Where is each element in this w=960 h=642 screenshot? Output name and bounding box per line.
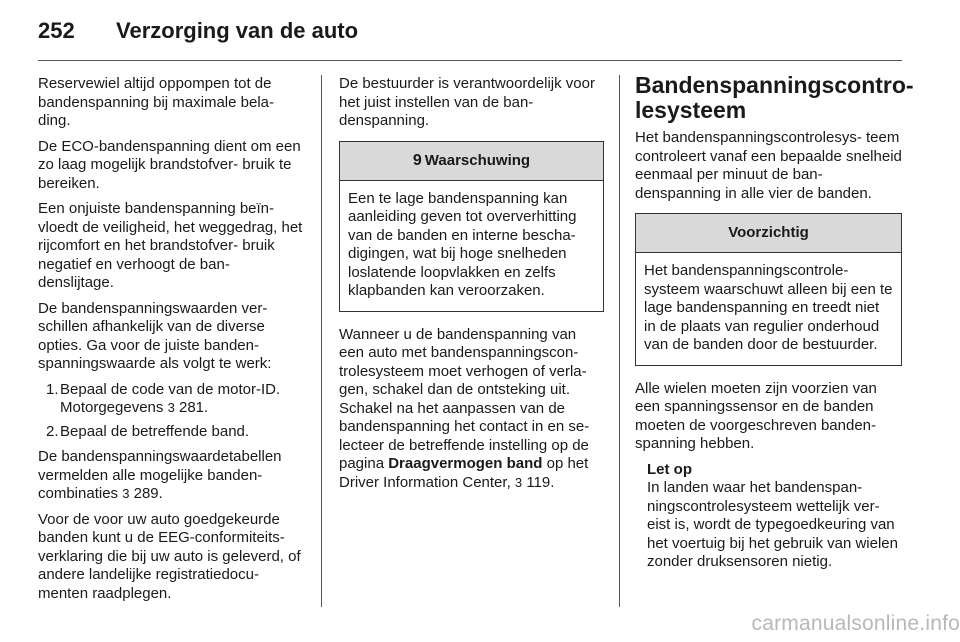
- page-ref-icon: 3: [167, 400, 175, 415]
- page-ref-icon: 3: [122, 486, 130, 501]
- caution-text: Het bandenspanningscontrole- systeem waarschuwt alleen bij een te lage bandenspanning en treedt niet in de plaats van regulier onderhoud van de banden door de bestuurder.: [644, 262, 893, 353]
- column-divider-1: [321, 75, 322, 607]
- paragraph-tpms-intro: Het bandenspanningscontrolesys- teem controleert vanaf een bepaalde snelheid eenmaal per minuut de ban- denspanning in alle vier de banden.: [635, 129, 902, 202]
- caution-header: Voorzichtig: [636, 214, 901, 253]
- page-ref-link[interactable]: 281.: [178, 399, 209, 416]
- step-text: Bepaal de betreffende band.: [60, 422, 250, 440]
- warning-header: [340, 142, 603, 181]
- column-1: [38, 75, 308, 610]
- column-divider-2: [619, 75, 620, 607]
- menu-item-reference: Draagvermogen band: [388, 455, 543, 472]
- step-number: 2.: [46, 422, 59, 440]
- caution-box: [635, 213, 902, 366]
- note-text: In landen waar het bandenspan- ningscontrolesysteem wettelijk ver- eist is, wordt de typegoedkeuring van het voertuig bij het gebruik van wielen zonder druksensoren nietig.: [647, 479, 898, 570]
- list-item: [38, 423, 308, 442]
- paragraph-text: op het Driver Information Center,: [339, 455, 589, 491]
- warning-icon: 9: [412, 151, 422, 169]
- paragraph-spare-wheel: Reservewiel altijd oppompen tot de bandenspanning bij maximale bela- ding.: [38, 75, 274, 129]
- paragraph-adjust-pressure: [339, 326, 604, 493]
- paragraph-eco-pressure: De ECO-bandenspanning dient om een zo laag mogelijk brandstofver- bruik te bereiken.: [38, 137, 301, 192]
- step-number: 1.: [46, 380, 59, 398]
- section-title: Bandenspanningscontro- lesysteem: [635, 72, 914, 123]
- warning-box: [339, 141, 604, 312]
- paragraph-text: De bandenspanningswaardetabellen vermelden alle mogelijke banden- combinaties: [38, 448, 282, 502]
- watermark: carmanualsonline.info: [751, 612, 960, 635]
- warning-title: Waarschuwing: [424, 151, 531, 169]
- note-label: Let op: [647, 460, 692, 478]
- page-ref-link[interactable]: 119.: [526, 473, 555, 491]
- paragraph-pressure-tables: [38, 448, 308, 504]
- step-text: Bepaal de code van de motor-ID. Motorgegevens: [60, 380, 281, 416]
- paragraph-pressure-values: De bandenspanningswaarden ver- schillen afhankelijk van de diverse opties. Ga voor de juiste banden- spanningswaarde als volgt te werk:: [38, 299, 272, 372]
- paragraph-text: Wanneer u de bandenspanning van een auto met bandenspanningscon- trolesysteem moet verhogen of verla- gen, schakel dan de ontsteking uit. Schakel na het aanpassen van de bandenspanning het contact in en se- lecteer de betreffende instelling op de pagina: [339, 325, 590, 472]
- page-title: Verzorging van de auto: [116, 18, 359, 43]
- steps-list: [38, 381, 308, 442]
- note-block: [647, 461, 902, 572]
- page-ref-link[interactable]: 289.: [133, 485, 163, 502]
- paragraph-conformity: Voor de voor uw auto goedgekeurde banden kunt u de EEG-conformiteits- verklaring die bij uw auto is geleverd, of andere landelijke registratiedocu- menten raadplegen.: [38, 510, 301, 602]
- paragraph-sensors: Alle wielen moeten zijn voorzien van een spanningssensor en de banden moeten de voorgeschreven banden- spanning hebben.: [635, 379, 877, 452]
- page-ref-icon: 3: [514, 474, 523, 490]
- column-2: [339, 75, 604, 499]
- column-3: [635, 72, 914, 572]
- paragraph-incorrect-pressure: Een onjuiste bandenspanning beïn- vloedt de veiligheid, het weggedrag, het rijcomfort en het brandstofver- bruik negatief en verhoogt de ban- denslijtage.: [38, 200, 303, 291]
- warning-text: Een te lage bandenspanning kan aanleiding geven tot oververhitting van de banden en interne bescha- digingen, wat bij hoge snelheden loslatende loopvlakken en zelfs klapbanden kan veroorzaken.: [348, 189, 577, 299]
- list-item: [38, 381, 308, 418]
- paragraph-driver-responsible: De bestuurder is verantwoordelijk voor het juist instellen van de ban- denspanning.: [339, 75, 595, 129]
- header-divider: [38, 60, 902, 61]
- page-header: [0, 0, 960, 62]
- page-number: 252: [38, 18, 75, 43]
